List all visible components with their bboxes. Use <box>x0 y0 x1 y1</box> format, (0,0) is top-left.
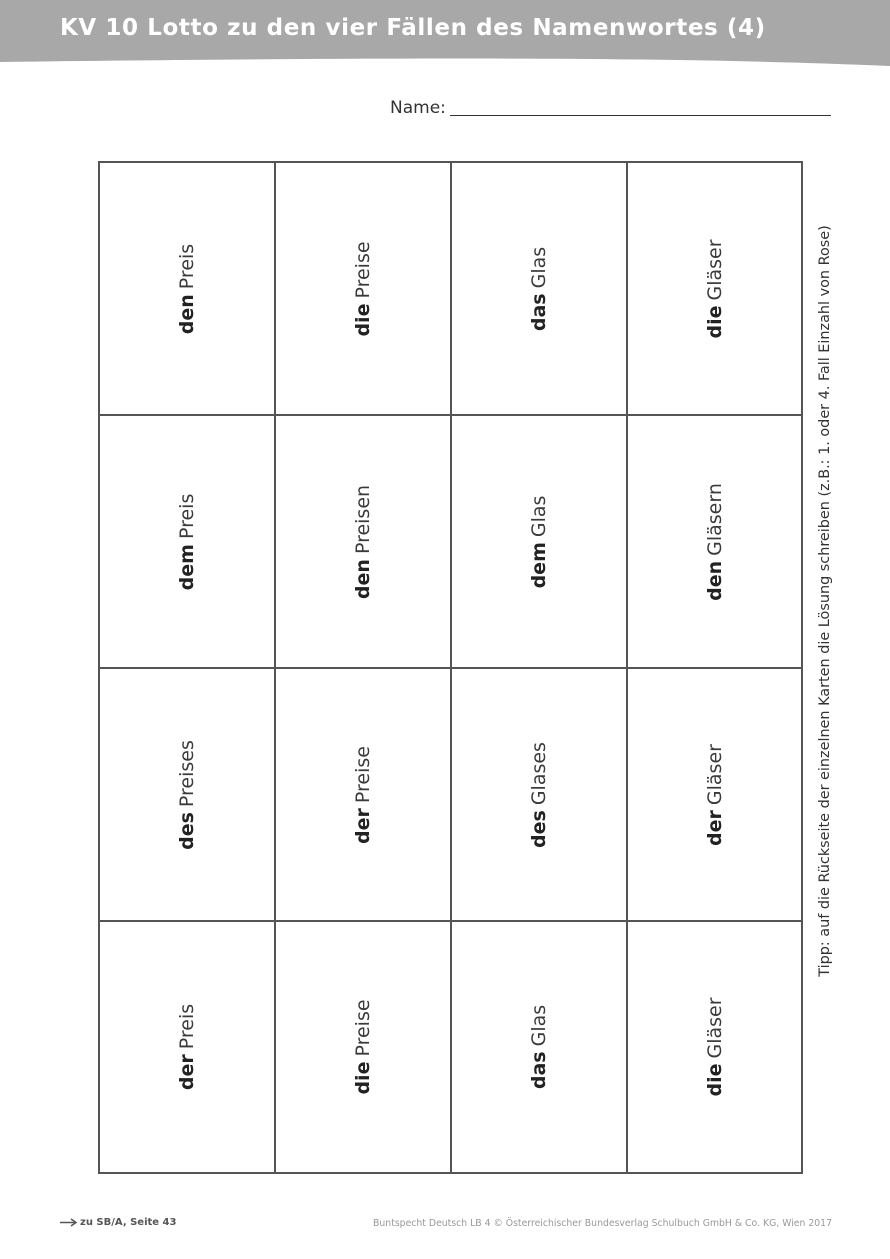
card-article: des <box>528 809 550 848</box>
card-label <box>704 239 726 338</box>
card-article: dem <box>176 543 198 590</box>
card-noun: Preise <box>352 745 374 803</box>
card-article: der <box>703 809 726 846</box>
card-article: dem <box>528 541 550 588</box>
lotto-card <box>276 669 452 922</box>
card-label <box>528 742 550 848</box>
arrow-right-icon <box>60 1218 78 1227</box>
header-band <box>0 0 890 68</box>
card-label <box>176 493 198 590</box>
card-noun: Preis <box>176 1003 198 1050</box>
card-label <box>704 997 726 1096</box>
card-article: die <box>352 303 374 337</box>
footer-reference-text: zu SB/A, Seite 43 <box>80 1217 177 1228</box>
card-noun: Gläser <box>703 238 726 301</box>
lotto-card <box>628 416 801 669</box>
lotto-card <box>100 922 276 1172</box>
tip-text: Tipp: auf die Rückseite der einzelnen Karten die Lösung schreiben (z.B.: 1. oder 4. Fall Einzahl von Rose) <box>817 225 833 977</box>
card-noun: Preise <box>352 240 374 299</box>
card-label <box>352 241 374 336</box>
card-article: das <box>528 1051 550 1090</box>
card-label <box>352 484 374 598</box>
card-noun: Gläsern <box>703 482 726 556</box>
card-label <box>528 495 550 588</box>
name-field <box>390 97 832 121</box>
card-label <box>176 740 198 850</box>
card-article: den <box>176 293 198 334</box>
lotto-card <box>276 163 452 416</box>
card-noun: Preise <box>352 999 374 1057</box>
lotto-card <box>628 669 801 922</box>
lotto-card <box>452 669 628 922</box>
card-label <box>704 744 726 846</box>
lotto-card <box>628 922 801 1172</box>
lotto-card <box>276 922 452 1172</box>
lotto-card <box>100 416 276 669</box>
name-input-line[interactable] <box>450 115 831 116</box>
card-article: des <box>176 811 198 850</box>
lotto-card <box>452 922 628 1172</box>
lotto-card <box>100 669 276 922</box>
card-noun: Glases <box>528 741 550 805</box>
card-noun: Preis <box>176 493 198 539</box>
card-label <box>528 1005 550 1089</box>
card-label <box>176 1004 198 1090</box>
card-article: die <box>703 305 726 339</box>
card-noun: Preises <box>176 739 198 807</box>
card-label <box>352 999 374 1094</box>
card-noun: Glas <box>528 1004 550 1047</box>
lotto-card-grid <box>98 161 803 1174</box>
lotto-card <box>100 163 276 416</box>
lotto-card <box>452 163 628 416</box>
card-noun: Preisen <box>352 484 374 554</box>
card-noun: Gläser <box>703 997 726 1059</box>
card-label <box>176 243 198 333</box>
card-article: die <box>352 1061 374 1095</box>
card-article: den <box>352 558 374 599</box>
lotto-card <box>628 163 801 416</box>
name-label: Name: <box>390 98 446 118</box>
card-noun: Preis <box>176 243 198 289</box>
card-article: den <box>703 560 726 601</box>
card-article: das <box>528 292 550 331</box>
card-noun: Gläser <box>703 743 726 805</box>
lotto-card <box>276 416 452 669</box>
card-noun: Glas <box>528 246 550 288</box>
card-article: die <box>703 1063 726 1097</box>
footer-reference <box>60 1217 176 1231</box>
footer-copyright: Buntspecht Deutsch LB 4 © Österreichischer Bundesverlag Schulbuch GmbH & Co. KG, Wien 2017 <box>373 1218 832 1229</box>
card-noun: Glas <box>528 495 550 537</box>
lotto-card <box>452 416 628 669</box>
card-label <box>352 746 374 844</box>
tip-container <box>812 163 838 1039</box>
page-title: KV 10 Lotto zu den vier Fällen des Namenwortes (4) <box>60 15 766 41</box>
card-label <box>704 483 726 601</box>
card-article: der <box>352 807 374 844</box>
card-article: der <box>176 1054 198 1091</box>
card-label <box>528 246 550 330</box>
